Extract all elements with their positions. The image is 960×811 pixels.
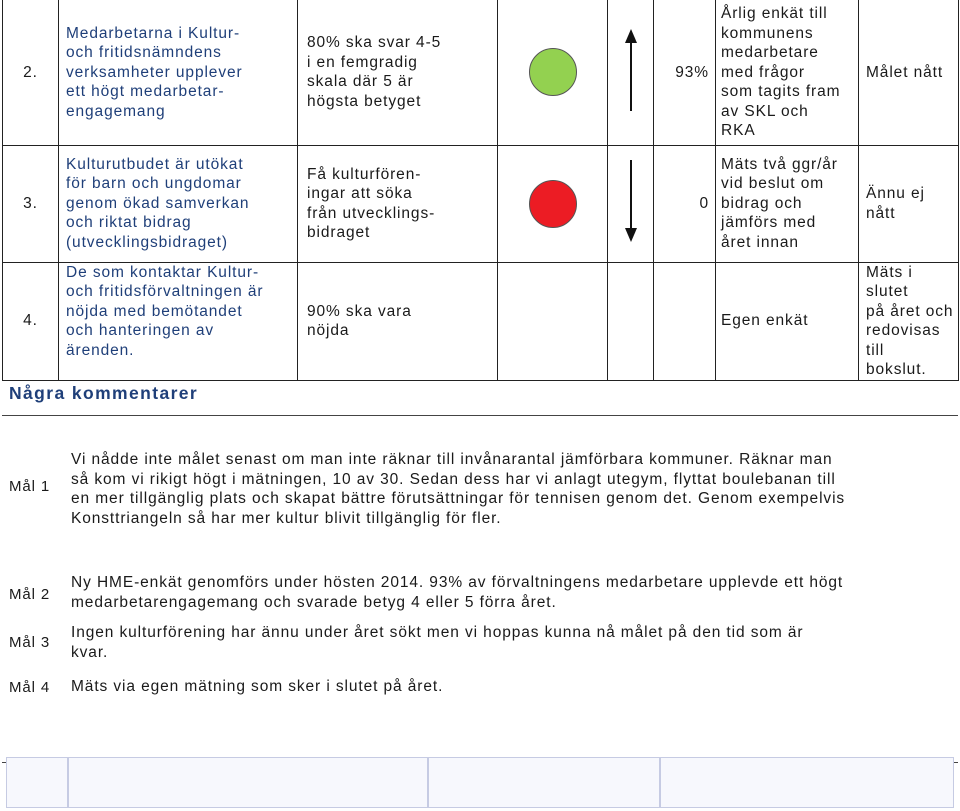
result-line: på året och [866, 302, 954, 320]
comment-label-mal-3: Mål 3 [9, 634, 51, 651]
goal-line: och fritidsnämndens [66, 44, 222, 61]
footer-cell [428, 757, 660, 808]
target-line: ingar att söka [307, 185, 413, 202]
target-line: från utvecklings- [307, 204, 436, 222]
trend-cell [608, 145, 654, 262]
status-light-green-icon [529, 48, 577, 96]
method-line: med frågor [721, 63, 805, 81]
measurement-method [716, 0, 859, 145]
comment-text-mal-1 [71, 450, 959, 528]
goal-description [59, 145, 298, 262]
method-line: av SKL och [721, 102, 809, 120]
goal-value: 93% [654, 0, 716, 145]
result-line: Ännu ej nått [866, 185, 925, 222]
comment-line: Konsttriangeln så har mer kultur blivit tillgänglig för fler. [71, 509, 502, 527]
comment-line: Ny HME-enkät genomförs under hösten 2014. 93% av förvaltningens medarbetare upplevde ett högt [71, 574, 844, 591]
trend-cell [608, 0, 654, 145]
goal-line: Kulturutbudet är utökat [66, 155, 244, 173]
goal-number: 2. [3, 0, 59, 145]
method-line: bidrag och [721, 194, 803, 212]
measurement-method [716, 145, 859, 262]
target-line: i en femgradig [307, 53, 418, 71]
target-line: högsta betyget [307, 92, 422, 110]
goal-description [59, 262, 298, 380]
goal-value: 0 [654, 145, 716, 262]
method-line: Mäts två ggr/år [721, 155, 838, 173]
method-line: som tagits fram [721, 83, 841, 100]
goal-target [298, 0, 498, 145]
method-line: Årlig enkät till [721, 5, 828, 22]
goal-row [3, 0, 959, 145]
comment-label-mal-4: Mål 4 [9, 679, 51, 696]
goal-line: ett högt medarbetar- [66, 83, 225, 100]
target-line: Få kulturfören- [307, 165, 422, 183]
goal-number: 4. [3, 262, 59, 380]
goal-line: och riktat bidrag [66, 214, 192, 232]
arrow-up-icon [624, 29, 638, 111]
goal-row [3, 145, 959, 262]
goal-line: Medarbetarna i Kultur- [66, 24, 241, 42]
goal-target [298, 262, 498, 380]
status-indicator-cell [498, 262, 608, 380]
goals-table [2, 0, 959, 381]
target-line: bidraget [307, 224, 371, 241]
comments-heading: Några kommentarer [9, 383, 199, 403]
goal-line: engagemang [66, 102, 166, 120]
goal-result [859, 145, 959, 262]
method-line: RKA [721, 122, 756, 139]
footer-cell [68, 757, 428, 808]
comment-line: kvar. [71, 643, 109, 661]
comment-text-mal-2 [71, 573, 959, 612]
method-line: kommunens [721, 24, 814, 42]
method-line: Egen enkät [721, 312, 809, 330]
goal-line: ärenden. [66, 341, 135, 359]
target-line: skala där 5 är [307, 73, 414, 91]
method-line: året innan [721, 233, 799, 251]
goal-line: genom ökad samverkan [66, 194, 250, 212]
target-line: 80% ska svar 4-5 [307, 34, 442, 52]
comment-text-mal-3 [71, 623, 959, 662]
goal-line: för barn och ungdomar [66, 175, 242, 193]
goal-line: och hanteringen av [66, 322, 215, 339]
result-line: Mäts i slutet [866, 263, 913, 300]
goal-value [654, 262, 716, 380]
goal-description [59, 0, 298, 145]
result-line: Målet nått [866, 63, 944, 81]
method-line: vid beslut om [721, 175, 825, 193]
target-line: 90% ska vara [307, 302, 412, 320]
goal-line: De som kontaktar Kultur- [66, 263, 260, 281]
status-light-red-icon [529, 180, 577, 228]
goal-line: (utvecklingsbidraget) [66, 233, 228, 251]
method-line: jämförs med [721, 214, 817, 232]
goal-number: 3. [3, 145, 59, 262]
footer-cell [6, 757, 68, 808]
goal-result [859, 262, 959, 380]
goal-result [859, 0, 959, 145]
trend-cell [608, 262, 654, 380]
comment-line: så kom vi rikigt högt i mätningen, 10 av 30. Sedan dess har vi anlagt utegym, flyttat boulebanan till [71, 470, 836, 488]
result-line: bokslut. [866, 361, 927, 378]
status-indicator-cell [498, 0, 608, 145]
goal-target [298, 145, 498, 262]
comments-section [2, 415, 958, 763]
goal-line: verksamheter upplever [66, 63, 243, 81]
goal-line: nöjda med bemötandet [66, 302, 243, 320]
arrow-down-icon [624, 160, 638, 242]
footer-cell [660, 757, 954, 808]
goal-line: och fritidsförvaltningen är [66, 283, 264, 300]
footer-table-edge [2, 757, 958, 811]
goal-row [3, 262, 959, 380]
comment-label-mal-1: Mål 1 [9, 478, 51, 495]
status-indicator-cell [498, 145, 608, 262]
target-line: nöjda [307, 322, 350, 339]
comment-line: en mer tillgänglig plats och skapat bättre förutsättningar för tennisen genom det. Genom exempelvis [71, 490, 846, 507]
comment-line: Vi nådde inte målet senast om man inte räknar till invånarantal jämförbara kommuner. Räknar man [71, 451, 833, 468]
comment-line: Ingen kulturförening har ännu under året sökt men vi hoppas kunna nå målet på den tid som är [71, 624, 804, 641]
comment-text-mal-4 [71, 677, 959, 697]
comment-line: medarbetarengagemang och svarade betyg 4 eller 5 förra året. [71, 593, 557, 611]
comment-label-mal-2: Mål 2 [9, 586, 51, 603]
comment-line: Mäts via egen mätning som sker i slutet på året. [71, 678, 444, 695]
result-line: redovisas till [866, 322, 941, 359]
measurement-method [716, 262, 859, 380]
method-line: medarbetare [721, 44, 819, 61]
